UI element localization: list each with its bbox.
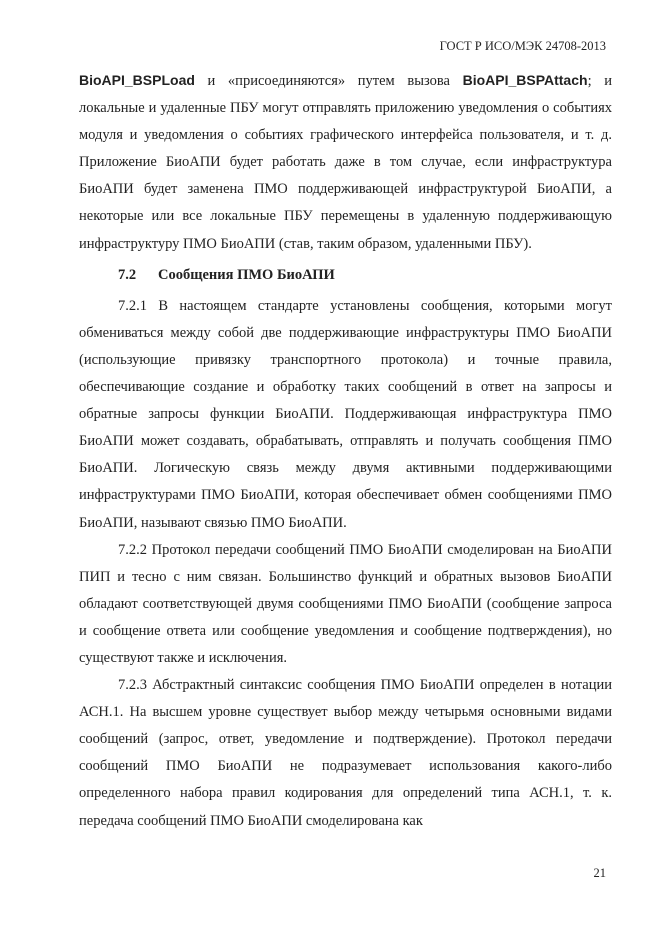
page-number: 21 bbox=[593, 866, 606, 880]
section-heading bbox=[79, 262, 612, 289]
paragraph-7-2-1: 7.2.1 В настоящем стандарте установлены сообщения, которыми могут обмениваться между собой две поддерживающие инфраструктуры ПМО БиоАПИ (использующие привязку транспортного протокола) и точные правила, обеспечивающие создание и обработку таких сообщений в ответ на запросы и обратные запросы функции БиоАПИ. Поддерживающая инфраструктура ПМО БиоАПИ может создавать, обрабатывать, отправлять и получать сообщения ПМО БиоАПИ. Логическую связь между двумя активными поддерживающими инфраструктурами ПМО БиоАПИ, которая обеспечивает обмен сообщениями ПМО БиоАПИ, называют связью ПМО БиоАПИ. bbox=[79, 297, 612, 531]
intro-text-1: и «присоединяются» путем вызова bbox=[194, 73, 463, 89]
term-bspattach: BioAPI_BSPAttach bbox=[462, 72, 588, 88]
document-header: ГОСТ Р ИСО/МЭК 24708-2013 bbox=[439, 39, 606, 53]
page-body bbox=[79, 67, 612, 835]
section-title: Сообщения ПМО БиоАПИ bbox=[158, 266, 335, 283]
term-bspload: BioAPI_BSPLoad bbox=[79, 72, 195, 88]
section-number: 7.2 bbox=[118, 266, 137, 283]
intro-paragraph bbox=[79, 67, 612, 258]
paragraph-7-2-3: 7.2.3 Абстрактный синтаксис сообщения ПМО БиоАПИ определен в нотации АСН.1. На высшем уровне существует выбор между четырьмя основными видами сообщений (запрос, ответ, уведомление и подтверждение). Протокол передачи сообщений ПМО БиоАПИ не подразумевает использования какого-либо определенного набора правил кодирования для определений типа АСН.1, т. к. передача сообщений ПМО БиоАПИ смоделирована как bbox=[79, 677, 612, 829]
paragraph-7-2-2: 7.2.2 Протокол передачи сообщений ПМО БиоАПИ смоделирован на БиоАПИ ПИП и тесно с ним связан. Большинство функций и обратных вызовов БиоАПИ обладают соответствующей двумя сообщениями ПМО БиоАПИ (сообщение запроса и сообщение ответа или сообщение уведомления и сообщение подтверждения), но существуют также и исключения. bbox=[79, 541, 612, 666]
intro-text-2: ; и локальные и удаленные ПБУ могут отправлять приложению уведомления о событиях модуля и уведомления о событиях графического интерфейса пользователя, и т. д. Приложение БиоАПИ будет работать даже в том случае, если инфраструктура БиоАПИ будет заменена ПМО поддерживающей инфраструктурой БиоАПИ, а некоторые или все локальные ПБУ перемещены в удаленную поддерживающую инфраструктуру ПМО БиоАПИ (став, таким образом, удаленными ПБУ). bbox=[79, 73, 612, 252]
